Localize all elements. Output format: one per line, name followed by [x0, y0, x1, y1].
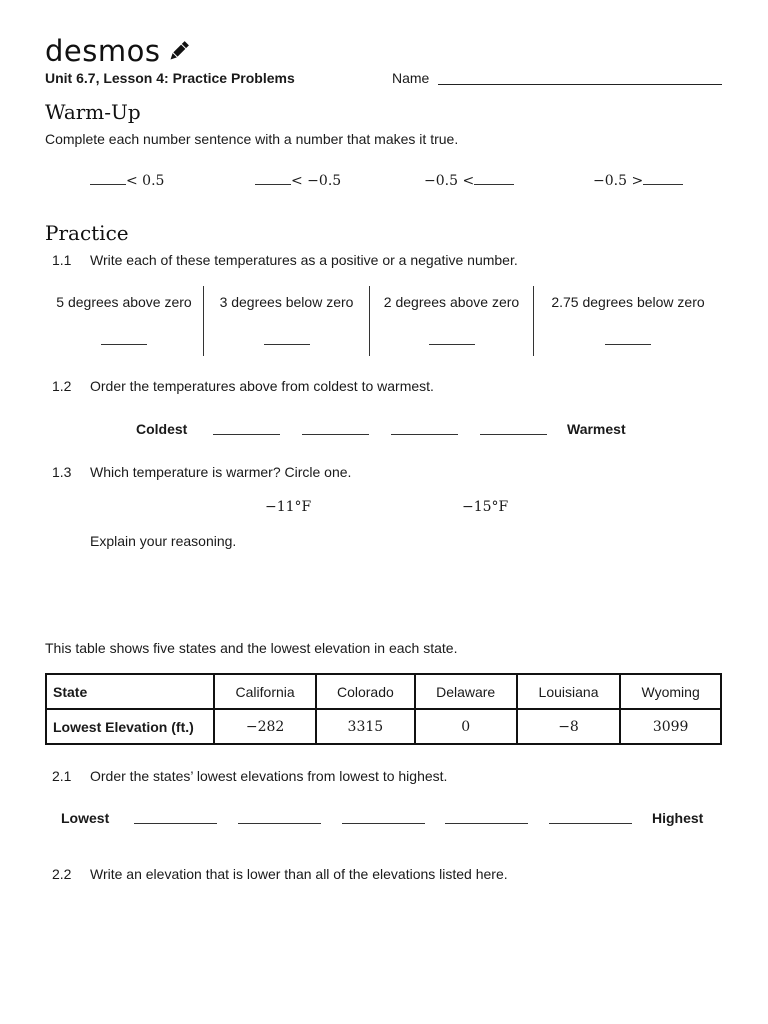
practice-heading: Practice: [45, 221, 129, 245]
question-text-1-1: Write each of these temperatures as a positive or a negative number.: [90, 252, 518, 268]
temperature-cell-4: 2.75 degrees below zero: [534, 286, 722, 356]
temperature-cell-3: 2 degrees above zero: [370, 286, 533, 356]
choice-minus-15[interactable]: −15°F: [462, 499, 509, 515]
order-blank[interactable]: [480, 434, 547, 435]
table-header-state: State: [46, 674, 214, 709]
answer-blank[interactable]: [90, 184, 126, 185]
elevation-value: 3099: [620, 709, 721, 744]
warmup-sentence-2: < −0.5: [255, 173, 341, 189]
answer-blank[interactable]: [605, 332, 651, 345]
order-blank[interactable]: [238, 823, 321, 824]
name-label: Name: [392, 70, 430, 86]
table-header-elevation: Lowest Elevation (ft.): [46, 709, 214, 744]
warmup-sentence-1: < 0.5: [90, 173, 164, 189]
answer-blank[interactable]: [429, 332, 475, 345]
order-blank[interactable]: [134, 823, 217, 824]
order-blank[interactable]: [549, 823, 632, 824]
warmup-sentence-4: −0.5 >: [593, 173, 683, 189]
brand-name: desmos: [45, 34, 161, 68]
order-blank[interactable]: [213, 434, 280, 435]
question-number-2-2: 2.2: [52, 866, 72, 882]
name-field[interactable]: [438, 84, 722, 85]
question-number-1-1: 1.1: [52, 252, 72, 268]
order-blank[interactable]: [342, 823, 425, 824]
table-row: [46, 674, 721, 709]
question-number-2-1: 2.1: [52, 768, 72, 784]
order-blank[interactable]: [302, 434, 369, 435]
answer-blank[interactable]: [255, 184, 291, 185]
answer-blank[interactable]: [264, 332, 310, 345]
pencil-icon: [166, 38, 192, 64]
question-text-1-2: Order the temperatures above from coldest to warmest.: [90, 378, 434, 394]
elevation-value: 0: [415, 709, 517, 744]
table-intro: This table shows five states and the lowest elevation in each state.: [45, 640, 458, 656]
highest-label: Highest: [652, 810, 704, 826]
warmest-label: Warmest: [567, 421, 626, 437]
question-number-1-2: 1.2: [52, 378, 72, 394]
elevation-value: 3315: [316, 709, 414, 744]
temperature-cell-2: 3 degrees below zero: [204, 286, 369, 356]
temperature-cell-1: 5 degrees above zero: [45, 286, 203, 356]
order-blank[interactable]: [391, 434, 458, 435]
state-name: Wyoming: [620, 674, 721, 709]
elevation-value: −282: [214, 709, 316, 744]
choice-minus-11[interactable]: −11°F: [265, 499, 312, 515]
lowest-label: Lowest: [61, 810, 110, 826]
elevation-table: [45, 673, 722, 745]
unit-lesson-title: Unit 6.7, Lesson 4: Practice Problems: [45, 70, 295, 86]
state-name: California: [214, 674, 316, 709]
state-name: Louisiana: [517, 674, 621, 709]
warmup-sentence-3: −0.5 <: [424, 173, 514, 189]
question-text-2-1: Order the states’ lowest elevations from lowest to highest.: [90, 768, 448, 784]
order-blank[interactable]: [445, 823, 528, 824]
table-row: [46, 709, 721, 744]
warmup-heading: Warm-Up: [45, 100, 141, 124]
question-number-1-3: 1.3: [52, 464, 72, 480]
warmup-instruction: Complete each number sentence with a number that makes it true.: [45, 131, 459, 147]
answer-blank[interactable]: [643, 184, 683, 185]
question-text-1-3: Which temperature is warmer? Circle one.: [90, 464, 352, 480]
elevation-value: −8: [517, 709, 621, 744]
state-name: Delaware: [415, 674, 517, 709]
coldest-label: Coldest: [136, 421, 188, 437]
question-text-2-2: Write an elevation that is lower than all of the elevations listed here.: [90, 866, 508, 882]
explain-prompt: Explain your reasoning.: [90, 533, 237, 549]
state-name: Colorado: [316, 674, 414, 709]
answer-blank[interactable]: [474, 184, 514, 185]
answer-blank[interactable]: [101, 332, 147, 345]
desmos-logo: [45, 34, 192, 68]
